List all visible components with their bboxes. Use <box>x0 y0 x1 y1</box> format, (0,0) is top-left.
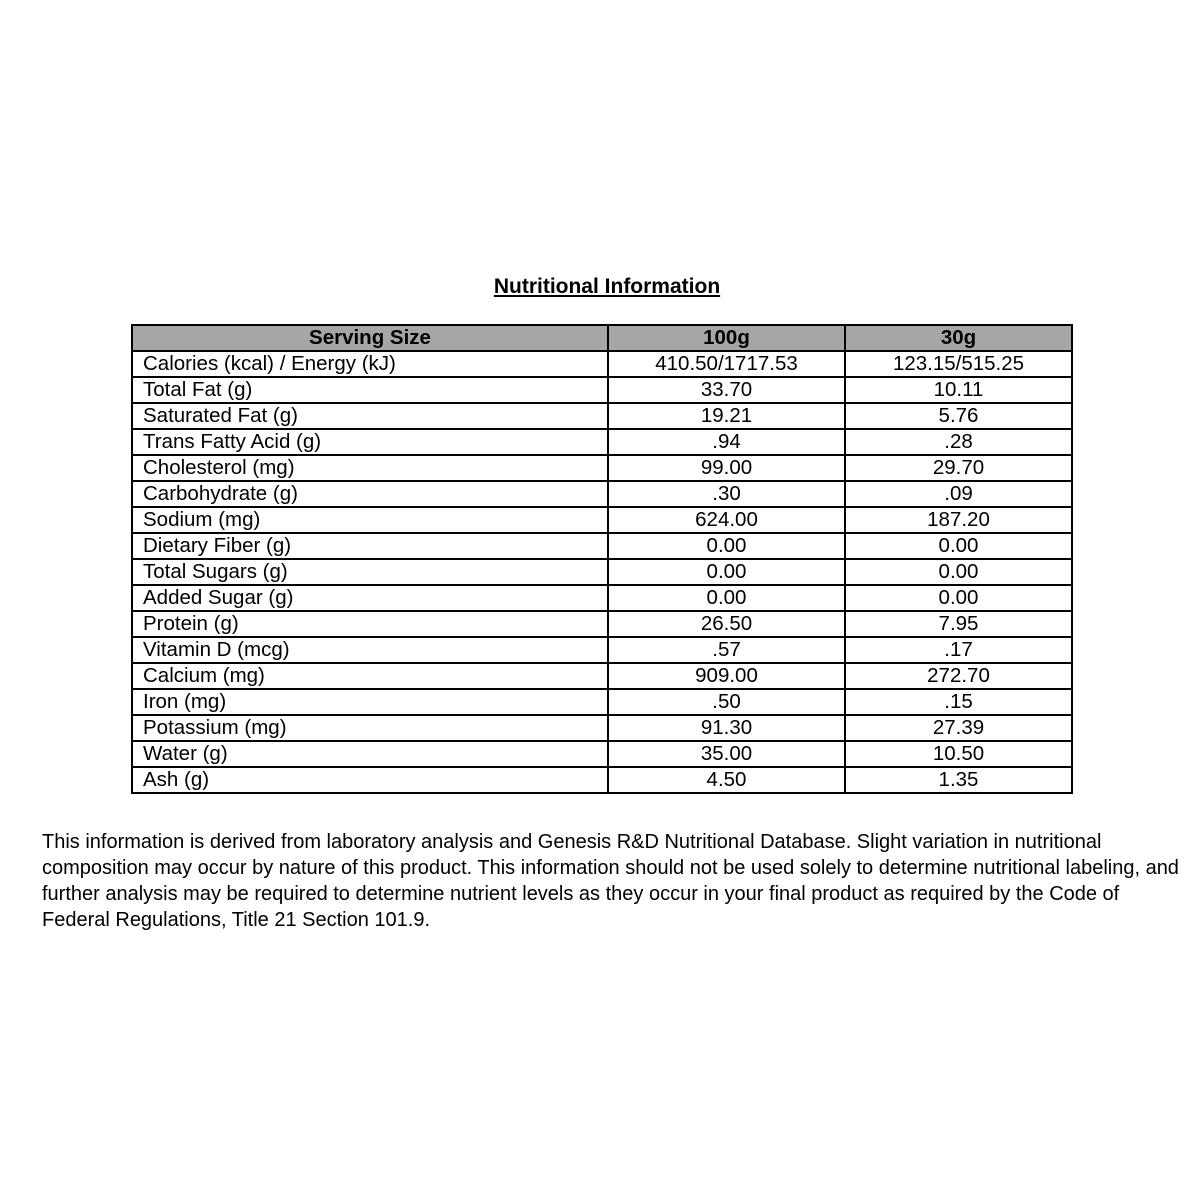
nutrient-name-cell: Trans Fatty Acid (g) <box>132 429 608 455</box>
table-row <box>132 663 1072 689</box>
value-100g-cell: 0.00 <box>608 559 845 585</box>
nutrient-name-cell: Calcium (mg) <box>132 663 608 689</box>
nutrient-name-cell: Iron (mg) <box>132 689 608 715</box>
table-row <box>132 377 1072 403</box>
nutrient-name-cell: Vitamin D (mcg) <box>132 637 608 663</box>
table-row <box>132 637 1072 663</box>
nutrient-name-cell: Calories (kcal) / Energy (kJ) <box>132 351 608 377</box>
value-30g-cell: 7.95 <box>845 611 1072 637</box>
value-30g-cell: .09 <box>845 481 1072 507</box>
value-30g-cell: .28 <box>845 429 1072 455</box>
header-serving-size: Serving Size <box>132 325 608 351</box>
table-row <box>132 689 1072 715</box>
nutrient-name-cell: Dietary Fiber (g) <box>132 533 608 559</box>
value-30g-cell: 1.35 <box>845 767 1072 793</box>
value-100g-cell: .50 <box>608 689 845 715</box>
table-row <box>132 767 1072 793</box>
table-header-row <box>132 325 1072 351</box>
value-100g-cell: .30 <box>608 481 845 507</box>
value-100g-cell: 35.00 <box>608 741 845 767</box>
nutrient-name-cell: Total Fat (g) <box>132 377 608 403</box>
page-title: Nutritional Information <box>493 275 721 298</box>
value-30g-cell: 10.11 <box>845 377 1072 403</box>
value-30g-cell: 187.20 <box>845 507 1072 533</box>
value-30g-cell: .15 <box>845 689 1072 715</box>
value-30g-cell: 0.00 <box>845 559 1072 585</box>
value-100g-cell: 0.00 <box>608 533 845 559</box>
nutrient-name-cell: Ash (g) <box>132 767 608 793</box>
value-100g-cell: .57 <box>608 637 845 663</box>
table-row <box>132 533 1072 559</box>
nutrient-name-cell: Potassium (mg) <box>132 715 608 741</box>
nutrient-name-cell: Sodium (mg) <box>132 507 608 533</box>
value-100g-cell: 26.50 <box>608 611 845 637</box>
value-30g-cell: 10.50 <box>845 741 1072 767</box>
nutrient-name-cell: Total Sugars (g) <box>132 559 608 585</box>
value-30g-cell: 29.70 <box>845 455 1072 481</box>
nutrient-name-cell: Cholesterol (mg) <box>132 455 608 481</box>
nutrient-name-cell: Protein (g) <box>132 611 608 637</box>
value-100g-cell: 99.00 <box>608 455 845 481</box>
table-row <box>132 403 1072 429</box>
value-100g-cell: 410.50/1717.53 <box>608 351 845 377</box>
value-30g-cell: 123.15/515.25 <box>845 351 1072 377</box>
value-30g-cell: 0.00 <box>845 533 1072 559</box>
header-30g: 30g <box>845 325 1072 351</box>
value-30g-cell: 0.00 <box>845 585 1072 611</box>
value-100g-cell: 0.00 <box>608 585 845 611</box>
value-30g-cell: 5.76 <box>845 403 1072 429</box>
value-100g-cell: .94 <box>608 429 845 455</box>
table-row <box>132 481 1072 507</box>
table-row <box>132 585 1072 611</box>
nutrition-table <box>131 324 1073 794</box>
table-row <box>132 741 1072 767</box>
table-row <box>132 715 1072 741</box>
value-100g-cell: 91.30 <box>608 715 845 741</box>
nutrient-name-cell: Added Sugar (g) <box>132 585 608 611</box>
value-100g-cell: 624.00 <box>608 507 845 533</box>
table-header <box>132 325 1072 351</box>
value-30g-cell: .17 <box>845 637 1072 663</box>
table-row <box>132 455 1072 481</box>
value-30g-cell: 272.70 <box>845 663 1072 689</box>
table-row <box>132 559 1072 585</box>
table-row <box>132 429 1072 455</box>
value-100g-cell: 4.50 <box>608 767 845 793</box>
value-100g-cell: 909.00 <box>608 663 845 689</box>
nutrient-name-cell: Carbohydrate (g) <box>132 481 608 507</box>
table-body <box>132 351 1072 793</box>
value-30g-cell: 27.39 <box>845 715 1072 741</box>
value-100g-cell: 19.21 <box>608 403 845 429</box>
nutrient-name-cell: Water (g) <box>132 741 608 767</box>
table-row <box>132 351 1072 377</box>
header-100g: 100g <box>608 325 845 351</box>
table-row <box>132 611 1072 637</box>
disclaimer-text: This information is derived from laboratory analysis and Genesis R&D Nutritional Database. Slight variation in nutritional composition may occur by nature of this product. This information should not be used solely to determine nutritional labeling, and further analysis may be required to determine nutrient levels as they occur in your final product as required by the Code of Federal Regulations, Title 21 Section 101.9. <box>42 831 1179 931</box>
value-100g-cell: 33.70 <box>608 377 845 403</box>
table-row <box>132 507 1072 533</box>
nutrient-name-cell: Saturated Fat (g) <box>132 403 608 429</box>
